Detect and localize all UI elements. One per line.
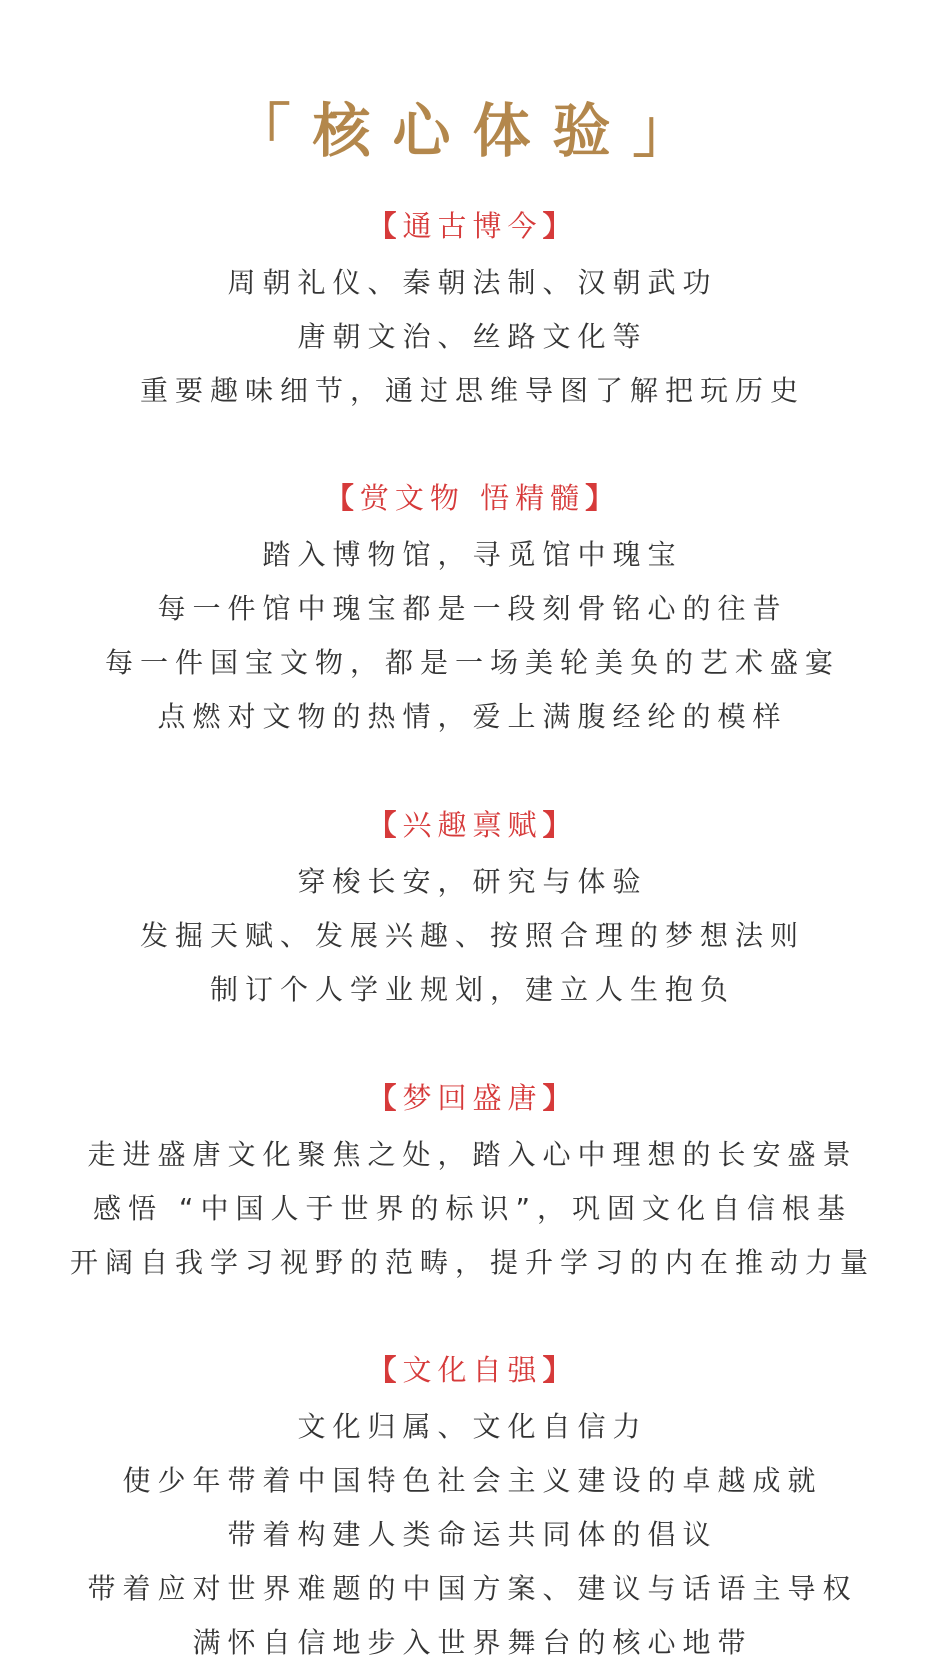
- section-lines: [0, 1128, 945, 1290]
- section-line: 发掘天赋、发展兴趣、按照合理的梦想法则: [139, 919, 805, 952]
- section-heading-text: 梦回盛唐: [402, 1081, 543, 1115]
- section-line: 带着应对世界难题的中国方案、建议与话语主导权: [87, 1572, 858, 1605]
- section-heading-text: 文化自强: [402, 1353, 543, 1387]
- bracket-left-icon: 【: [367, 1081, 403, 1115]
- section-line: 点燃对文物的热情，爱上满腹经纶的模样: [157, 700, 788, 733]
- section-shang-wenwu: [0, 478, 945, 744]
- section-wenhua-ziqiang: [0, 1350, 945, 1670]
- section-heading-text: 通古博今: [402, 209, 543, 243]
- section-line: 重要趣味细节，通过思维导图了解把玩历史: [139, 374, 805, 407]
- section-line: 制订个人学业规划，建立人生抱负: [209, 973, 735, 1006]
- section-line: 穿梭长安，研究与体验: [297, 865, 648, 898]
- section-lines: [0, 1400, 945, 1670]
- bracket-left-icon: 【: [367, 1353, 403, 1387]
- bracket-right-icon: 】: [542, 808, 578, 842]
- section-menghui-shengtang: [0, 1078, 945, 1290]
- section-line: 感悟 “中国人于世界的标识”，巩固文化自信根基: [93, 1192, 852, 1225]
- section-line: 周朝礼仪、秦朝法制、汉朝武功: [227, 266, 718, 299]
- section-tonggu-bojin: [0, 206, 945, 418]
- section-heading-text: 赏文物 悟精髓: [359, 481, 586, 515]
- section-line: 文化归属、文化自信力: [297, 1410, 648, 1443]
- section-line: 带着构建人类命运共同体的倡议: [227, 1518, 718, 1551]
- section-heading: [0, 478, 945, 518]
- section-heading-text: 兴趣禀赋: [402, 808, 543, 842]
- bracket-right-icon: 】: [542, 209, 578, 243]
- section-line: 每一件国宝文物，都是一场美轮美奂的艺术盛宴: [104, 646, 840, 679]
- bracket-left-icon: 【: [367, 808, 403, 842]
- section-line: 每一件馆中瑰宝都是一段刻骨铭心的往昔: [157, 592, 788, 625]
- section-line: 使少年带着中国特色社会主义建设的卓越成就: [122, 1464, 823, 1497]
- bracket-left-icon: 【: [324, 481, 360, 515]
- bracket-right-icon: 】: [542, 1353, 578, 1387]
- section-lines: [0, 256, 945, 418]
- page-title: 「核心体验」: [232, 96, 713, 165]
- section-lines: [0, 855, 945, 1017]
- section-heading: [0, 1350, 945, 1390]
- section-line: 满怀自信地步入世界舞台的核心地带: [192, 1626, 753, 1659]
- bracket-right-icon: 】: [585, 481, 621, 515]
- section-line: 唐朝文治、丝路文化等: [297, 320, 648, 353]
- section-line: 走进盛唐文化聚焦之处，踏入心中理想的长安盛景: [87, 1138, 858, 1171]
- title-block: [0, 52, 945, 210]
- section-heading: [0, 805, 945, 845]
- section-xingqu-bingfu: [0, 805, 945, 1017]
- section-line: 开阔自我学习视野的范畴，提升学习的内在推动力量: [69, 1246, 875, 1279]
- section-lines: [0, 528, 945, 744]
- section-heading: [0, 1078, 945, 1118]
- bracket-left-icon: 【: [367, 209, 403, 243]
- section-heading: [0, 206, 945, 246]
- section-line: 踏入博物馆，寻觅馆中瑰宝: [262, 538, 683, 571]
- bracket-right-icon: 】: [542, 1081, 578, 1115]
